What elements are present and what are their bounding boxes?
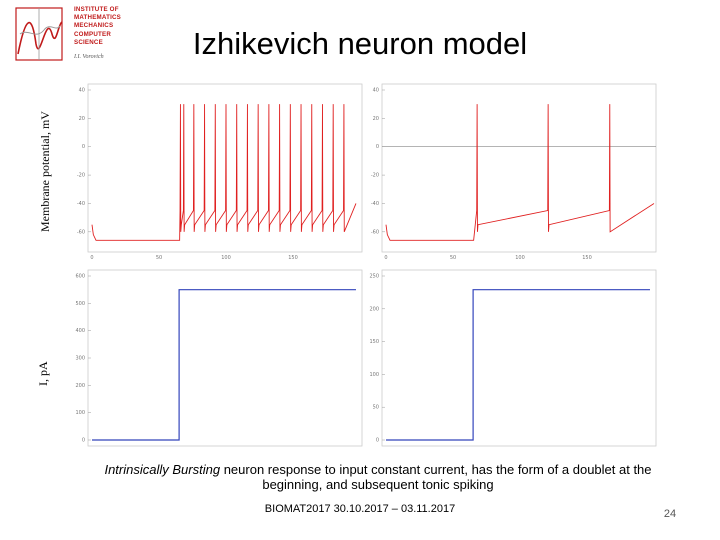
current-chart-left xyxy=(75,270,362,446)
y-tick-label: 40 xyxy=(78,87,85,94)
plot-frame xyxy=(382,84,656,252)
y-tick-label: 0 xyxy=(375,437,379,444)
plot-frame xyxy=(382,270,656,446)
institute-name: INSTITUTE OF MATHEMATICS MECHANICS COMPUTER SCIENCE xyxy=(74,6,121,46)
y-tick-label: 100 xyxy=(75,410,85,417)
conference-footer: BIOMAT2017 30.10.2017 – 03.11.2017 xyxy=(264,503,456,515)
y-tick-label: -20 xyxy=(370,172,379,179)
y-tick-label: 600 xyxy=(75,273,85,280)
current-ylabel: I, pA xyxy=(36,361,50,386)
caption-line1: neuron response to input constant current, has the form of a doublet at the xyxy=(220,462,652,477)
x-tick-label: 100 xyxy=(221,255,231,261)
x-tick-label: 50 xyxy=(449,255,457,261)
page-title: Izhikevich neuron model xyxy=(192,26,528,61)
y-tick-label: 20 xyxy=(372,115,379,122)
institute-subtitle: I.I. Vorovich xyxy=(74,54,104,60)
y-tick-label: 0 xyxy=(375,144,379,151)
y-tick-label: 200 xyxy=(369,306,379,313)
y-tick-label: 250 xyxy=(369,273,379,280)
y-tick-label: 500 xyxy=(75,300,85,307)
y-tick-label: 400 xyxy=(75,328,85,335)
x-tick-label: 100 xyxy=(515,255,525,261)
x-tick-label: 0 xyxy=(384,255,388,261)
y-tick-label: -40 xyxy=(370,200,379,207)
y-tick-label: 200 xyxy=(75,382,85,389)
figure-caption xyxy=(70,462,686,492)
y-tick-label: -60 xyxy=(370,229,379,236)
y-tick-label: 100 xyxy=(369,371,379,378)
y-tick-label: 0 xyxy=(81,437,85,444)
page-number: 24 xyxy=(663,508,677,520)
y-tick-label: 50 xyxy=(372,404,379,411)
y-tick-label: -60 xyxy=(76,229,85,236)
x-tick-label: 150 xyxy=(288,255,298,261)
caption-line2: beginning, and subsequent tonic spiking xyxy=(262,477,494,492)
x-tick-label: 50 xyxy=(155,255,163,261)
x-tick-label: 0 xyxy=(90,255,94,261)
voltage-chart-left xyxy=(77,84,362,261)
y-tick-label: 300 xyxy=(75,355,85,362)
caption-italic: Intrinsically Bursting xyxy=(104,462,221,477)
x-tick-label: 150 xyxy=(582,255,592,261)
voltage-chart-right xyxy=(371,84,656,261)
y-tick-label: 0 xyxy=(81,144,85,151)
y-tick-label: 40 xyxy=(372,87,379,94)
plot-frame xyxy=(88,270,362,446)
y-tick-label: -40 xyxy=(76,200,85,207)
plot-frame xyxy=(88,84,362,252)
membrane-potential-ylabel: Membrane potential, mV xyxy=(38,111,52,232)
y-tick-label: 150 xyxy=(369,339,379,346)
current-chart-right xyxy=(369,270,656,446)
y-tick-label: -20 xyxy=(76,172,85,179)
y-tick-label: 20 xyxy=(78,115,85,122)
